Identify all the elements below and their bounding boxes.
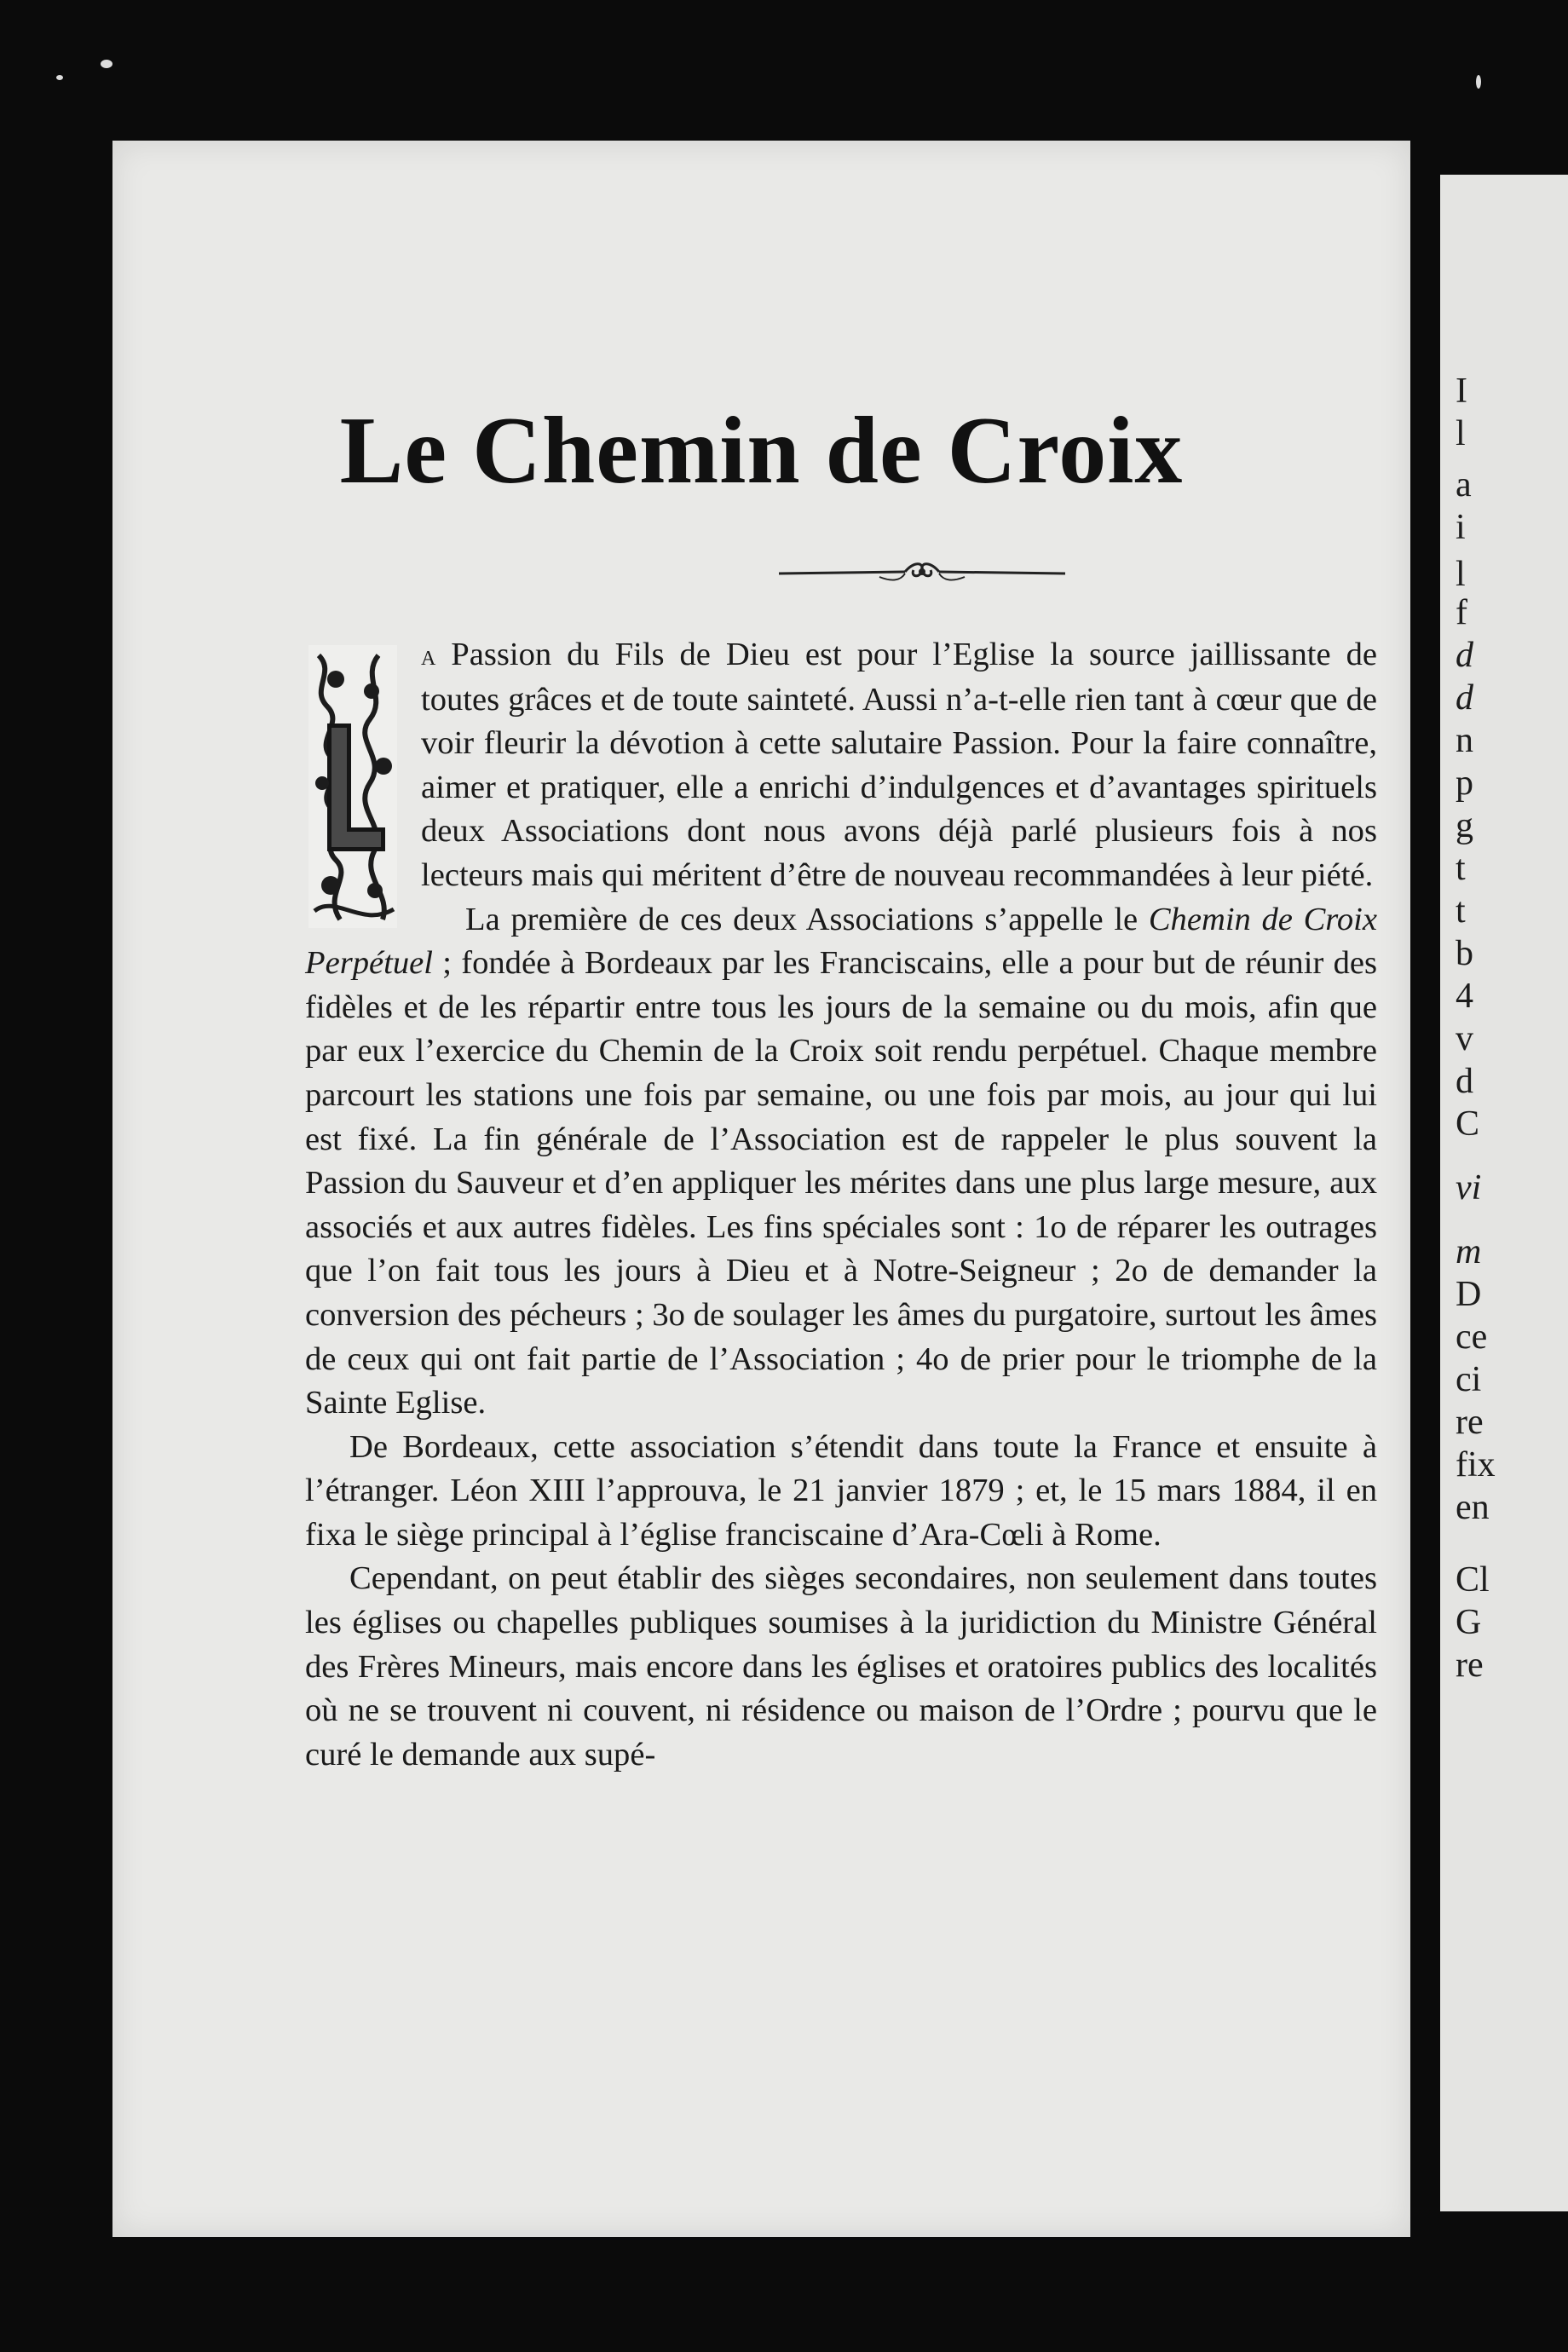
right-page-fragment: Cl	[1456, 1560, 1490, 1600]
right-page-fragment: v	[1456, 1019, 1473, 1058]
book-page-left	[112, 141, 1410, 2237]
right-page-fragment: g	[1456, 806, 1473, 845]
right-page-fragment: 4	[1456, 977, 1473, 1016]
title-ornament	[777, 556, 1067, 587]
paragraph-1-text: Passion du Fils de Dieu est pour l’Eglise la source jaillissante de toutes grâces et de toute sainteté. Aussi n’a-t-elle rien tant à cœur que de voir fleurir la dévotion à cette salutaire Passion. Pour la faire connaître, aimer et pratiquer, elle a enrichi d’indulgences et d’avantages spirituels deux Associations dont nous avons déjà parlé plusieurs fois à nos lecteurs mais qui méritent d’être de nouveau recommandées à leur piété.	[421, 637, 1377, 893]
right-page-fragment: t	[1456, 849, 1466, 888]
right-page-fragment: en	[1456, 1488, 1490, 1527]
right-page-fragment: n	[1456, 721, 1473, 760]
paragraph-2	[305, 898, 1377, 1426]
right-page-fragment: ce	[1456, 1317, 1488, 1357]
right-page-fragment: b	[1456, 934, 1473, 973]
right-page-fragment: l	[1456, 414, 1466, 453]
right-page-fragment: d	[1456, 636, 1473, 675]
right-page-fragment: i	[1456, 508, 1466, 547]
right-page-fragment: ci	[1456, 1360, 1482, 1399]
lead-small-caps: a	[421, 640, 436, 672]
paragraph-2-text-a: La première de ces deux Associations s’appelle le	[465, 901, 1149, 937]
ornamental-initial-L	[302, 638, 404, 935]
right-page-fragment: C	[1456, 1104, 1480, 1144]
paragraph-4: Cependant, on peut établir des sièges secondaires, non seulement dans toutes les églises ou chapelles publiques soumises à la juridiction du Ministre Général des Frères Mineurs, mais encore dans les églises et oratoires publics des localités où ne se trouvent ni couvent, ni résidence ou maison de l’Ordre ; pourvu que le curé le demande aux supé-	[305, 1560, 1377, 1773]
right-page-fragment: d	[1456, 678, 1473, 718]
book-page-right-edge	[1440, 175, 1568, 2211]
right-page-fragment: l	[1456, 555, 1466, 594]
paragraph-3: De Bordeaux, cette association s’étendit dans toute la France et ensuite à l’étranger. Léon XIII l’approuva, le 21 janvier 1879 ; et, le 15 mars 1884, il en fixa le siège principal à l’église franciscaine d’Ara-Cœli à Rome.	[305, 1428, 1377, 1553]
right-page-fragment: m	[1456, 1232, 1482, 1271]
right-page-fragment: t	[1456, 891, 1466, 931]
right-page-fragment: I	[1456, 372, 1467, 411]
right-page-fragment: re	[1456, 1403, 1484, 1442]
right-page-fragment: re	[1456, 1646, 1484, 1685]
right-page-fragment: D	[1456, 1275, 1482, 1314]
right-page-fragment: fix	[1456, 1445, 1496, 1484]
right-page-fragment: p	[1456, 764, 1473, 803]
right-page-fragment: vi	[1456, 1168, 1482, 1208]
paragraph-2-text-b: ; fondée à Bordeaux par les Franciscains, elle a pour but de réunir des fidèles et de les répartir entre tous les jours de la semaine ou du mois, afin que par eux l’exercice du Chemin de la Croix soit rendu perpétuel. Chaque membre parcourt les stations une fois par semaine, ou une fois par mois, au jour qui lui est fixé. La fin générale de l’Association est de rappeler le plus souvent la Passion du Sauveur et d’en appliquer les mérites dans une plus large mesure, aux associés et aux autres fidèles. Les fins spéciales sont : 1o de réparer les outrages que l’on fait tous les jours à Dieu et à Notre-Seigneur ; 2o de demander la conversion des pécheurs ; 3o de soulager les âmes du purgatoire, surtout les âmes de ceux qui ont fait partie de l’Association ; 4o de prier pour le triomphe de la Sainte Eglise.	[305, 945, 1377, 1421]
right-page-fragment: f	[1456, 593, 1467, 632]
dust-speck	[1476, 75, 1481, 89]
dust-speck	[101, 60, 112, 68]
right-page-fragment: d	[1456, 1062, 1473, 1101]
right-page-fragment: G	[1456, 1603, 1482, 1642]
page-title: Le Chemin de Croix	[339, 398, 1184, 504]
paragraph-2-italic: Chemin de Croix Perpétuel	[305, 901, 1378, 982]
dust-speck	[56, 75, 63, 80]
article-body	[305, 633, 1377, 1777]
right-page-fragment: a	[1456, 465, 1472, 504]
paragraph-1	[305, 633, 1377, 898]
